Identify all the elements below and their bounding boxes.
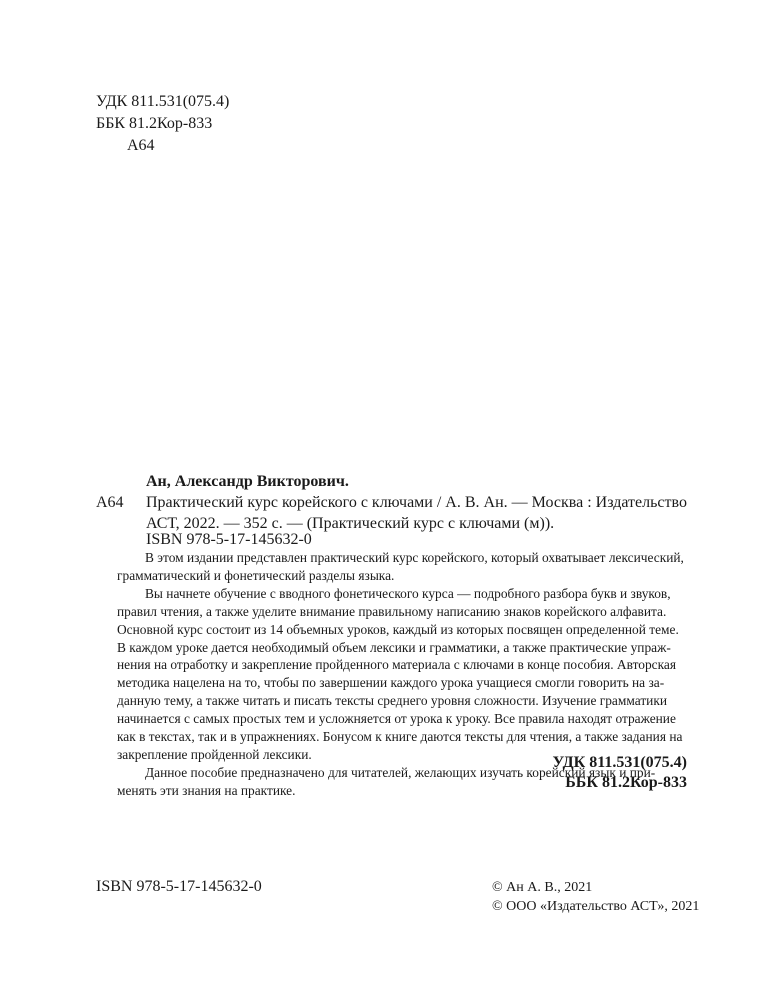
bbk-code-top: ББК 81.2Кор-833 [96, 115, 213, 132]
copyright-publisher: © ООО «Издательство АСТ», 2021 [492, 899, 700, 914]
author-name: Ан, Александр Викторович. [146, 473, 349, 490]
annotation-line: Основной курс состоит из 14 объемных уроков, каждый из которых посвящен определенной теме. [117, 621, 679, 637]
author-mark: А64 [96, 494, 124, 511]
annotation-line: закрепление пройденной лексики. [117, 746, 312, 762]
annotation-line: правил чтения, а также уделите внимание правильному написанию знаков корейского алфавита. [117, 603, 667, 619]
annotation-paragraph [117, 549, 687, 585]
annotation-line: данную тему, а также читать и писать тексты среднего уровня сложности. Изучение грамматики [117, 693, 668, 709]
annotation-line: менять эти знания на практике. [117, 782, 296, 798]
author-mark-top: А64 [127, 137, 155, 154]
isbn-footer: ISBN 978-5-17-145632-0 [96, 878, 262, 895]
annotation-line: грамматический и фонетический разделы языка. [117, 567, 395, 583]
annotation-paragraph [117, 585, 687, 764]
annotation-line: методика нацелена на то, чтобы по завершении каждого урока учащиеся смогли говорить на за- [117, 675, 665, 691]
isbn-entry: ISBN 978-5-17-145632-0 [146, 531, 312, 548]
title-line: Практический курс корейского с ключами / А. В. Ан. — Москва : Издательство [146, 494, 687, 511]
title-description [146, 492, 687, 534]
udk-code-top: УДК 811.531(075.4) [96, 93, 230, 110]
annotation-line: Вы начнете обучение с вводного фонетического курса — подробного разбора букв и звуков, [145, 585, 671, 601]
annotation-line: нения на отработку и закрепление пройденного материала с ключами в конце пособия. Авторская [117, 657, 676, 673]
copyright-author: © Ан А. В., 2021 [492, 880, 593, 895]
annotation-line: Данное пособие предназначено для читателей, желающих изучать корейский язык и при- [145, 764, 656, 780]
udk-code-right: УДК 811.531(075.4) [552, 754, 687, 771]
annotation-line: В каждом уроке дается необходимый объем лексики и грамматики, а также практические упраж- [117, 639, 671, 655]
annotation-line: В этом издании представлен практический курс корейского, который охватывает лексический, [145, 550, 684, 565]
title-line: АСТ, 2022. — 352 с. — (Практический курс с ключами (м)). [146, 515, 555, 532]
annotation-line: начинается с самых простых тем и усложняется от урока к уроку. Все правила находят отражение [117, 711, 676, 727]
annotation-line: как в текстах, так и в упражнениях. Бонусом к книге даются тексты для чтения, а также задания на [117, 729, 683, 745]
bbk-code-right: ББК 81.2Кор-833 [565, 774, 687, 791]
